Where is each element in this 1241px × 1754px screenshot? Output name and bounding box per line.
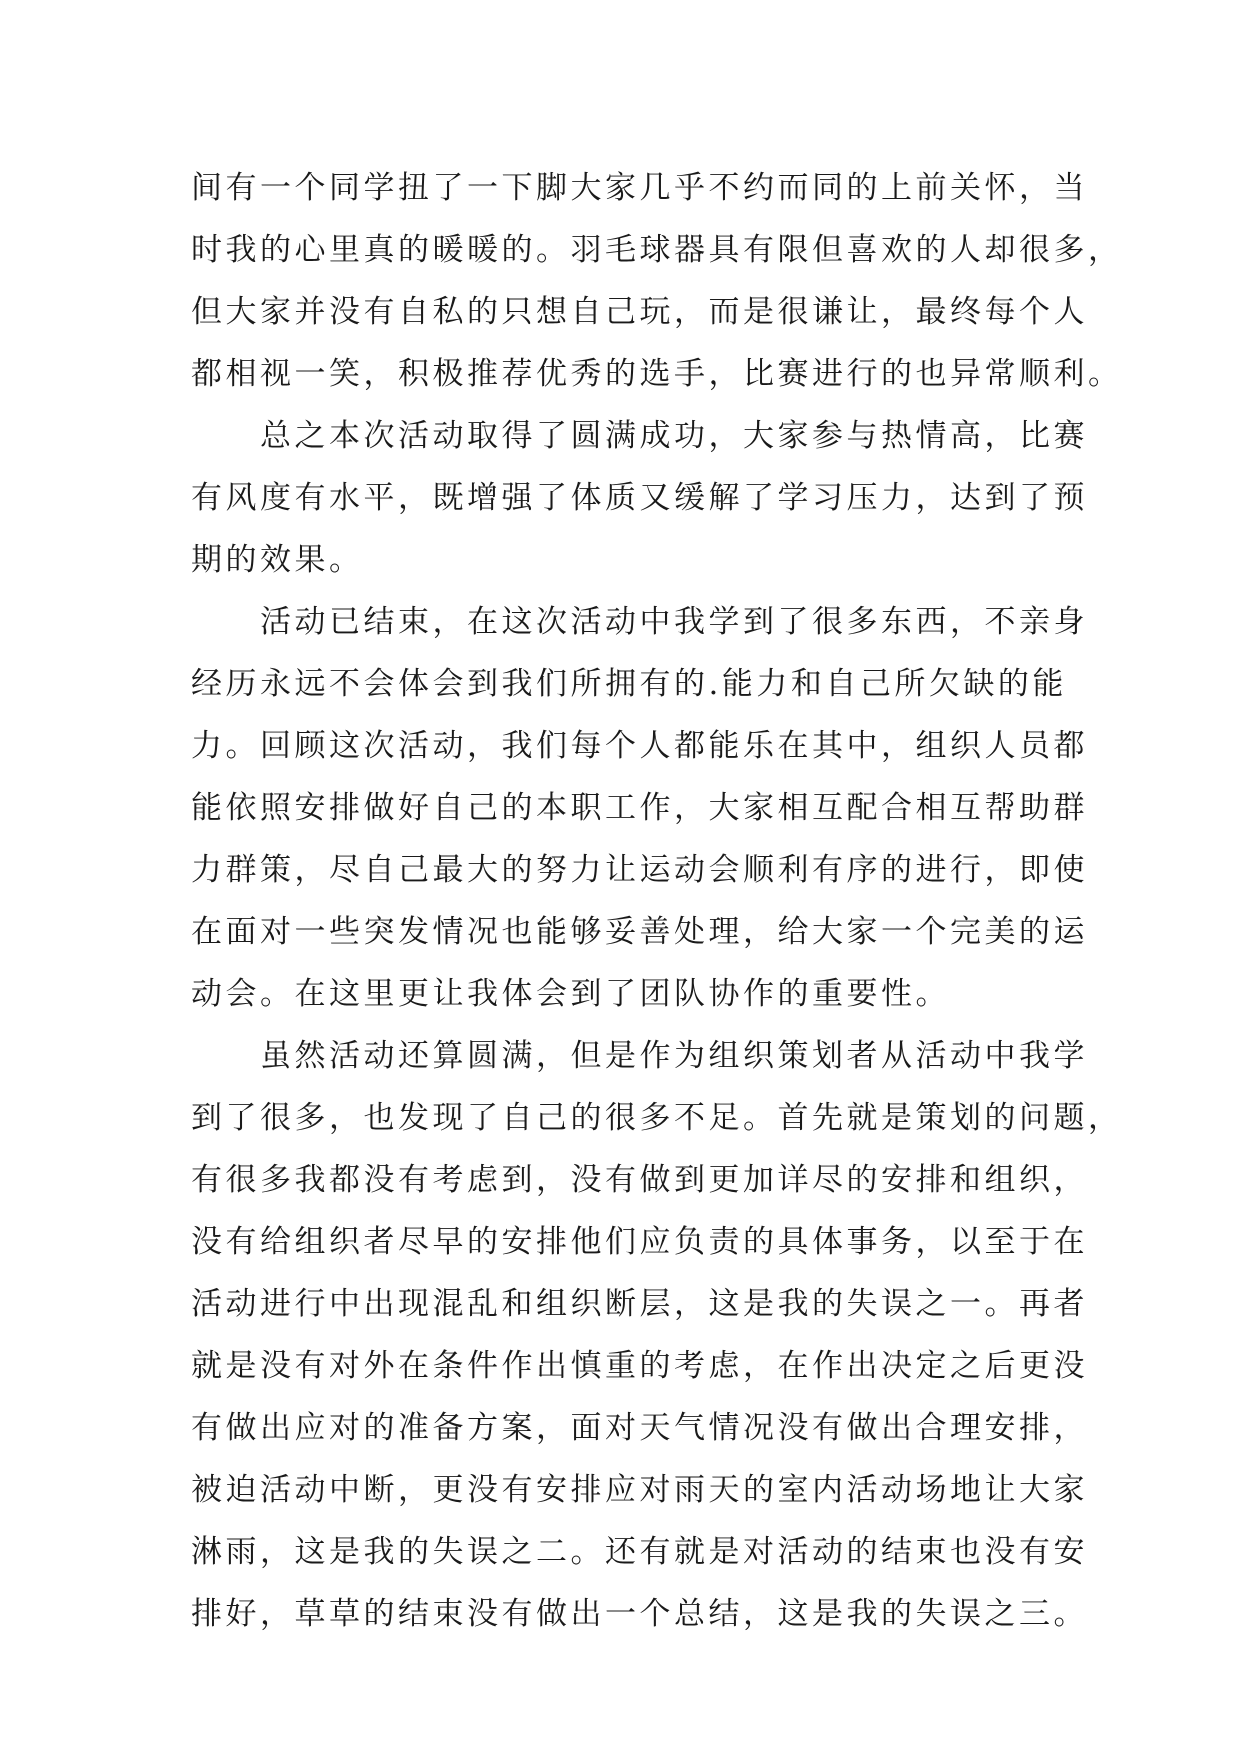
- text-line: 力。回顾这次活动，我们每个人都能乐在其中，组织人员都: [191, 728, 1088, 764]
- text-line: 有风度有水平，既增强了体质又缓解了学习压力，达到了预: [191, 480, 1088, 516]
- text-line: 在面对一些突发情况也能够妥善处理，给大家一个完美的运: [191, 914, 1088, 950]
- text-line: 排好，草草的结束没有做出一个总结，这是我的失误之三。: [191, 1596, 1088, 1632]
- text-line: 被迫活动中断，更没有安排应对雨天的室内活动场地让大家: [191, 1472, 1088, 1508]
- text-line: 期的效果。: [191, 542, 364, 578]
- text-line: 有很多我都没有考虑到，没有做到更加详尽的安排和组织，: [191, 1162, 1088, 1198]
- text-line: 力群策，尽自己最大的努力让运动会顺利有序的进行，即使: [191, 852, 1088, 888]
- text-line: 淋雨，这是我的失误之二。还有就是对活动的结束也没有安: [191, 1534, 1088, 1570]
- text-line: 时我的心里真的暖暖的。羽毛球器具有限但喜欢的人却很多，: [191, 232, 1123, 268]
- text-line: 动会。在这里更让我体会到了团队协作的重要性。: [191, 976, 950, 1012]
- text-line: 活动已结束，在这次活动中我学到了很多东西，不亲身: [191, 604, 1088, 640]
- document-body: [191, 157, 1123, 1645]
- text-line: 到了很多，也发现了自己的很多不足。首先就是策划的问题，: [191, 1100, 1123, 1136]
- text-line: 间有一个同学扭了一下脚大家几乎不约而同的上前关怀，当: [191, 170, 1088, 206]
- text-line: 虽然活动还算圆满，但是作为组织策划者从活动中我学: [191, 1038, 1088, 1074]
- text-line: 但大家并没有自私的只想自己玩，而是很谦让，最终每个人: [191, 294, 1088, 330]
- text-line: 都相视一笑，积极推荐优秀的选手，比赛进行的也异常顺利。: [191, 356, 1123, 392]
- text-line: 经历永远不会体会到我们所拥有的.能力和自己所欠缺的能: [191, 666, 1067, 702]
- text-line: 有做出应对的准备方案，面对天气情况没有做出合理安排，: [191, 1410, 1088, 1446]
- text-line: 总之本次活动取得了圆满成功，大家参与热情高，比赛: [191, 418, 1088, 454]
- text-line: 活动进行中出现混乱和组织断层，这是我的失误之一。再者: [191, 1286, 1088, 1322]
- text-line: 能依照安排做好自己的本职工作，大家相互配合相互帮助群: [191, 790, 1088, 826]
- text-line: 就是没有对外在条件作出慎重的考虑，在作出决定之后更没: [191, 1348, 1088, 1384]
- text-line: 没有给组织者尽早的安排他们应负责的具体事务，以至于在: [191, 1224, 1088, 1260]
